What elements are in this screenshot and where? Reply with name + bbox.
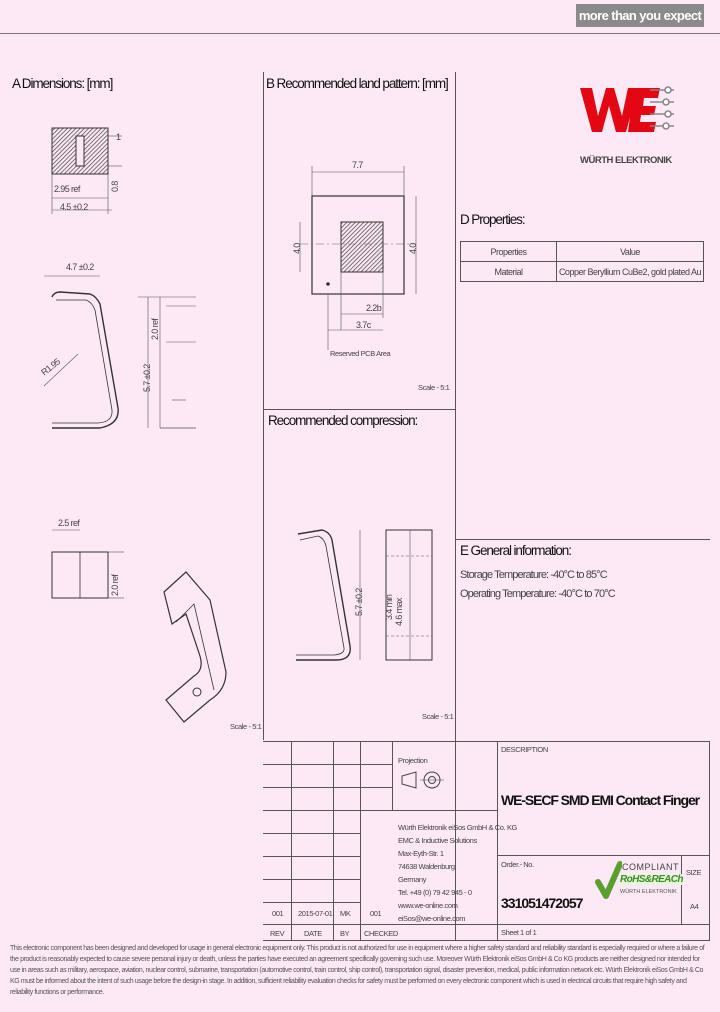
dim-b-left: 4.0 bbox=[292, 243, 302, 254]
order-code-label: Order.- No. bbox=[501, 860, 534, 869]
tb-col bbox=[333, 741, 334, 941]
dim-c-min: 3.4 min bbox=[384, 594, 394, 620]
dim-a-height: 5.7 ±0.2 bbox=[142, 364, 152, 392]
order-code: 331051472057 bbox=[501, 895, 583, 911]
dim-a-radius: R1.95 bbox=[39, 356, 62, 378]
dim-a-tab: 2.5 ref bbox=[58, 518, 80, 528]
slogan-banner: more than you expect bbox=[576, 4, 704, 27]
tb-row bbox=[263, 787, 392, 788]
header-rule bbox=[0, 33, 720, 34]
rev-cell: 001 bbox=[370, 909, 382, 918]
rev-header: DATE bbox=[304, 929, 322, 938]
operating-temperature: Operating Temperature: -40°C to 70°C bbox=[460, 588, 615, 600]
tb-row bbox=[497, 855, 710, 856]
tb-col bbox=[497, 741, 498, 941]
tb-col bbox=[392, 741, 393, 811]
description-label: DESCRIPTION bbox=[501, 745, 548, 754]
table-header: Properties bbox=[461, 242, 557, 262]
sheet-label: Sheet bbox=[501, 928, 519, 937]
address-line: Max-Eyth-Str. 1 bbox=[398, 849, 444, 858]
email-link[interactable]: eiSos@we-online.com bbox=[398, 914, 466, 923]
rev-cell: 2015-07-01 bbox=[298, 909, 333, 918]
dim-c-max: 4.6 max bbox=[394, 598, 404, 626]
dim-a-side: 0.8 bbox=[110, 181, 120, 192]
tb-row bbox=[263, 924, 710, 925]
scale-c: Scale - 5:1 bbox=[422, 712, 454, 721]
dim-a-tabh: 2.0 ref bbox=[110, 574, 120, 596]
frame-right bbox=[709, 741, 710, 941]
section-d-title: D Properties: bbox=[460, 212, 525, 227]
tb-row bbox=[263, 879, 360, 880]
land-pattern-drawing bbox=[264, 150, 454, 380]
dim-b-right: 4.0 bbox=[408, 243, 418, 254]
section-c-title: Recommended compression: bbox=[268, 413, 418, 428]
tb-col bbox=[291, 741, 292, 941]
address-line: Germany bbox=[398, 875, 427, 884]
rev-header: CHECKED bbox=[364, 929, 398, 938]
dimension-drawing-a bbox=[0, 100, 262, 740]
scale-a: Scale - 5:1 bbox=[230, 722, 262, 731]
storage-temperature: Storage Temperature: -40°C to 85°C bbox=[460, 569, 607, 581]
dim-a-1: 1 bbox=[116, 132, 121, 142]
frame-bottom bbox=[263, 940, 710, 941]
projection-symbol-icon bbox=[400, 766, 444, 794]
badge-brand-text: WÜRTH ELEKTRONIK bbox=[620, 889, 677, 895]
address-line: Tel. +49 (0) 79 42 945 - 0 bbox=[398, 888, 472, 897]
divider-titleblock bbox=[263, 741, 710, 742]
compliant-text: COMPLIANT bbox=[622, 862, 680, 872]
website-link[interactable]: www.we-online.com bbox=[398, 901, 458, 910]
table-header-row bbox=[461, 242, 704, 262]
properties-table bbox=[460, 241, 704, 282]
section-a-title: A Dimensions: [mm] bbox=[12, 76, 113, 91]
tb-col bbox=[681, 855, 682, 924]
rev-cell: 001 bbox=[272, 909, 284, 918]
address-line: EMC & Inductive Solutions bbox=[398, 836, 477, 845]
table-cell: Copper Beryllium CuBe2, gold plated Au bbox=[557, 262, 704, 282]
tb-row bbox=[263, 764, 392, 765]
checkmark-icon bbox=[594, 860, 622, 910]
dim-a-top: 4.7 ±0.2 bbox=[66, 262, 94, 272]
sheet-value: 1 of 1 bbox=[520, 928, 537, 937]
disclaimer-text: This electronic component has been designed and developed for usage in general electronic equipment only. This product is not authorized for use in equipment where a higher safety standard and reliability standard is especially required or where a failure of the product is reasonably expected to cause severe personal injury or death, unless the parties have executed an agreement specifically governing such use. Moreover Würth Elektronik eiSos GmbH & Co KG products are neither designed nor intended for use in areas such as military, aerospace, aviation, nuclear control, submarine, transportation (automotive control, train control, ship control), transportation signal, disaster prevention, medical, public information network etc. Würth Elektronik eiSos GmbH & Co KG must be informed about the intent of such usage before the design-in stage. In addition, sufficient reliability evaluation checks for safety must be performed on every electronic component which is used in electrical circuits that require high safety and reliability functions or performance. bbox=[10, 945, 705, 996]
table-header: Value bbox=[557, 242, 704, 262]
dim-a-width: 4.5 ±0.2 bbox=[60, 202, 88, 212]
section-b-title: B Recommended land pattern: [mm] bbox=[266, 76, 448, 91]
tb-row bbox=[263, 810, 497, 811]
dim-c-height: 5.7 ±0.2 bbox=[354, 588, 364, 616]
size-value: A4 bbox=[690, 902, 699, 911]
brand-name: WÜRTH ELEKTRONIK bbox=[580, 155, 672, 166]
rohs-reach-badge bbox=[594, 858, 683, 908]
projection-label: Projection bbox=[398, 756, 428, 765]
dim-b-top: 7.7 bbox=[352, 160, 363, 170]
tb-row bbox=[263, 833, 360, 834]
rev-header: BY bbox=[340, 929, 350, 938]
land-pattern-note: Reserved PCB Area bbox=[330, 349, 391, 358]
product-description: WE-SECF SMD EMI Contact Finger bbox=[501, 792, 700, 808]
section-e-title: E General information: bbox=[460, 543, 571, 558]
size-label: SIZE bbox=[686, 868, 702, 877]
table-row bbox=[461, 262, 704, 282]
tb-col bbox=[360, 741, 361, 941]
dim-b-b: 3.7c bbox=[356, 320, 371, 330]
rohs-text: RoHS&REACh bbox=[620, 874, 683, 885]
tb-row bbox=[263, 902, 360, 903]
rev-cell: MK bbox=[340, 909, 351, 918]
scale-b: Scale - 5:1 bbox=[418, 383, 450, 392]
address-line: 74638 Waldenburg bbox=[398, 862, 455, 871]
dim-b-a: 2.2b bbox=[366, 303, 382, 313]
tb-row bbox=[263, 856, 360, 857]
dim-a-slot: 2.95 ref bbox=[54, 184, 80, 194]
dim-a-height2: 2.0 ref bbox=[150, 318, 160, 340]
wurth-logo-icon bbox=[578, 82, 678, 140]
divider-b-c bbox=[263, 409, 455, 410]
address-line: Würth Elektronik eiSos GmbH & Co. KG bbox=[398, 823, 517, 832]
divider-d-e bbox=[455, 539, 710, 540]
rev-header: REV bbox=[270, 929, 285, 938]
table-cell: Material bbox=[461, 262, 557, 282]
